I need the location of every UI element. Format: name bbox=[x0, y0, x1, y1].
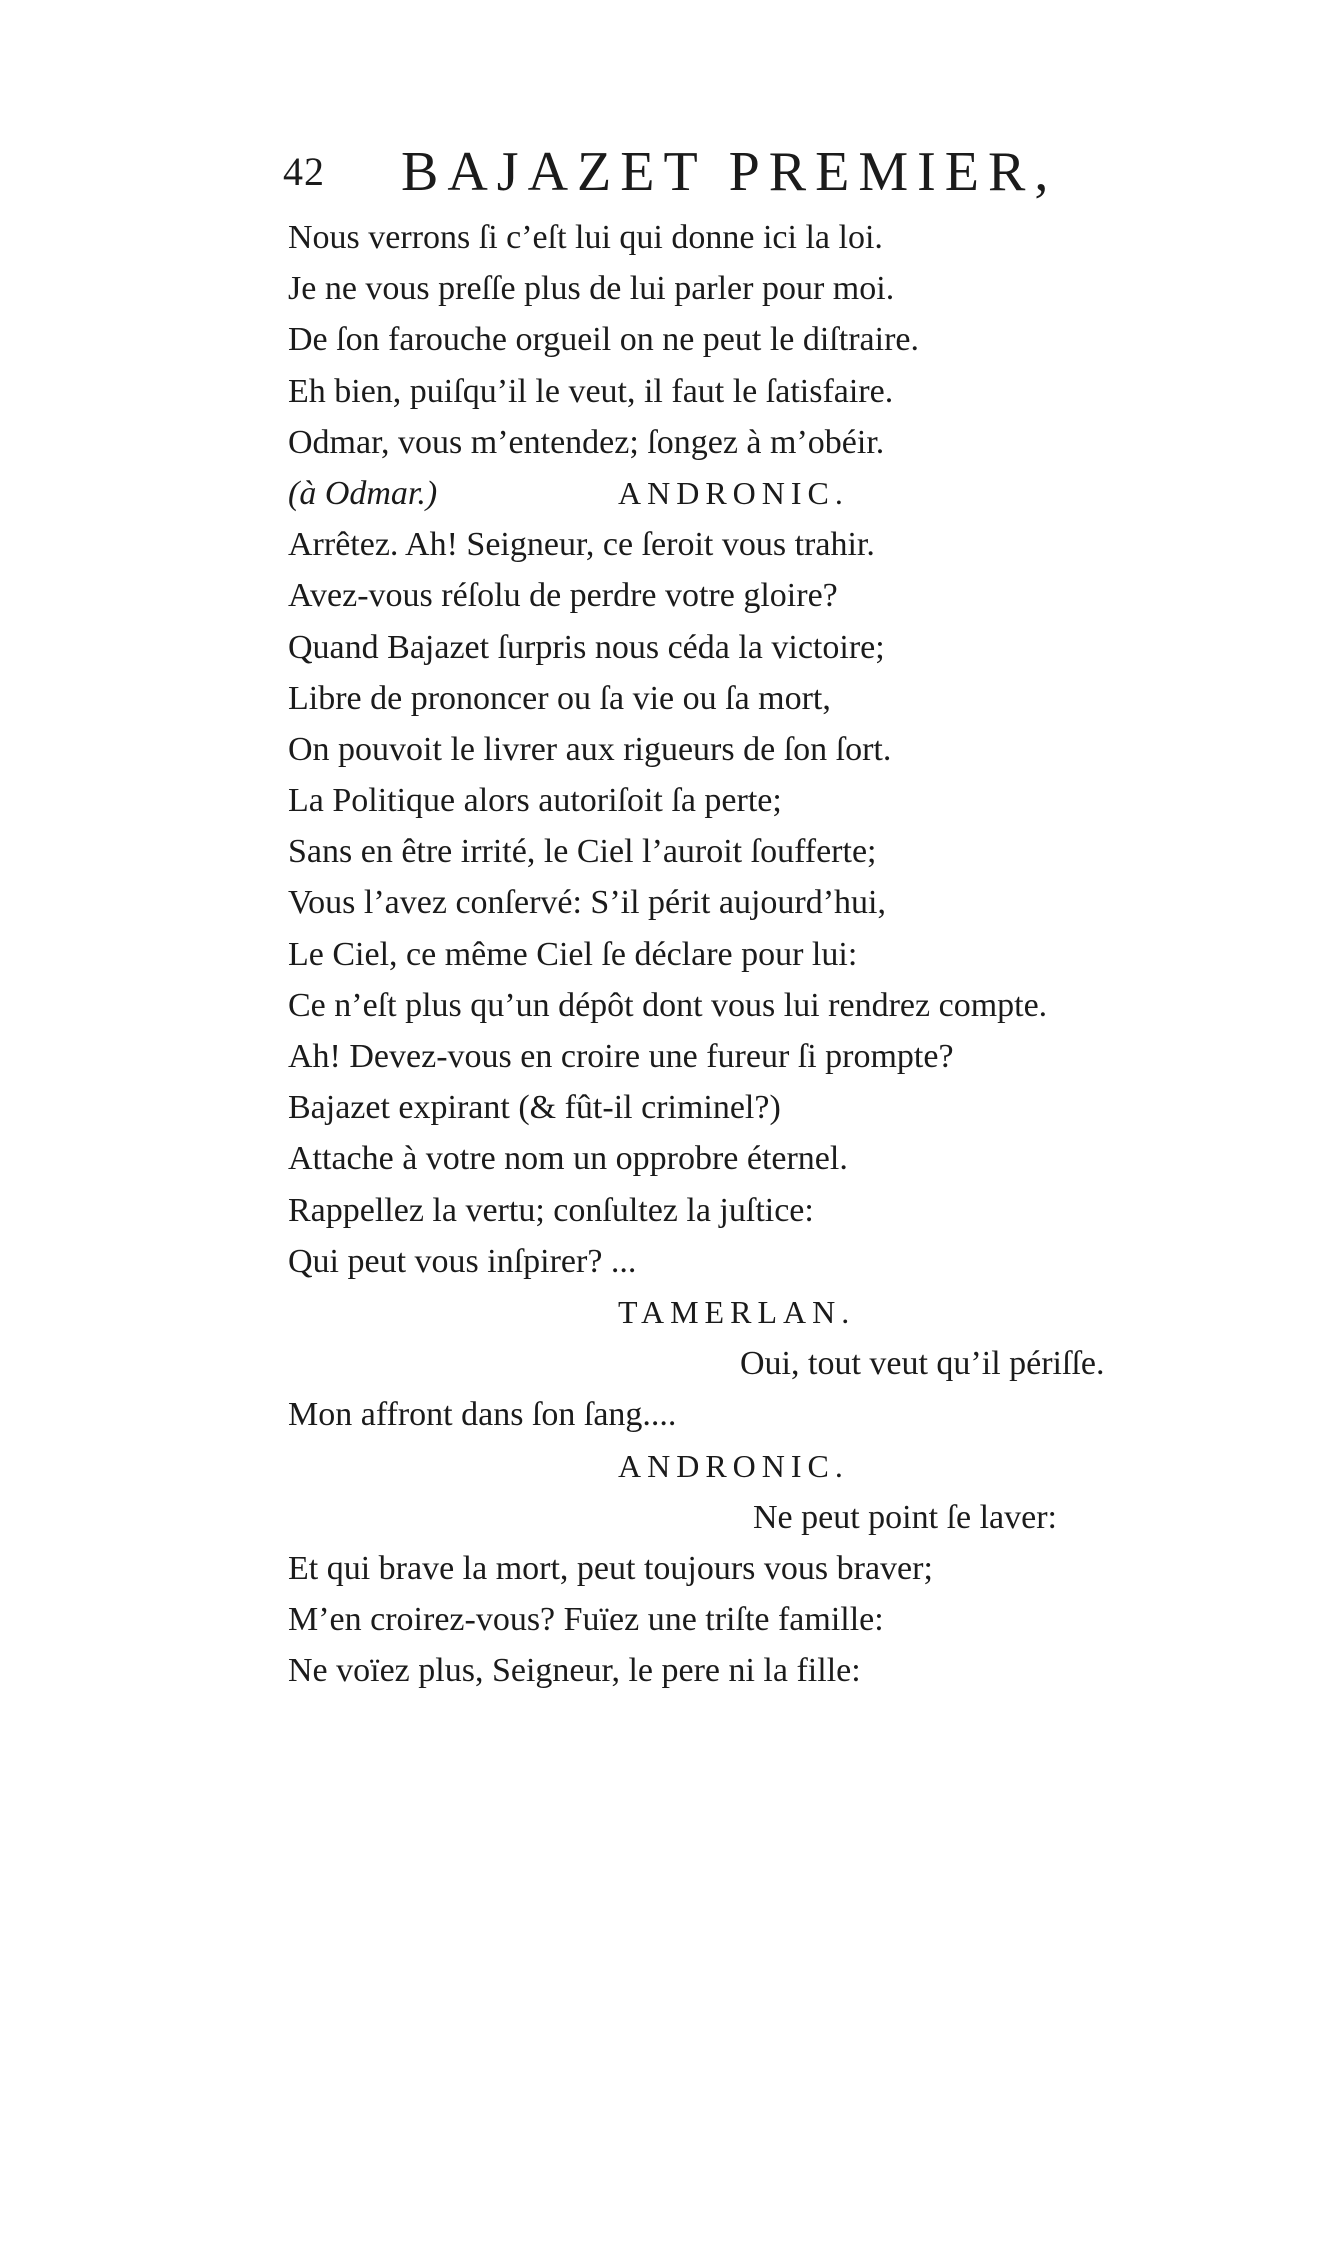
stage-direction: (à Odmar.) bbox=[288, 474, 438, 512]
verse-line: Libre de prononcer ou ſa vie ou ſa mort, bbox=[288, 679, 831, 717]
verse-line: Sans en être irrité, le Ciel l’auroit ſoufferte; bbox=[288, 833, 877, 871]
verse-line: Et qui brave la mort, peut toujours vous braver; bbox=[288, 1549, 933, 1587]
verse-line: Qui peut vous inſpirer? ... bbox=[288, 1242, 637, 1280]
verse-line: Rappellez la vertu; conſultez la juſtice: bbox=[288, 1191, 814, 1229]
verse-line-continuation: Ne peut point ſe laver: bbox=[753, 1498, 1058, 1536]
page-number: 42 bbox=[283, 149, 325, 194]
running-title: BAJAZET PREMIER, bbox=[401, 141, 1058, 203]
verse-line-continuation: Oui, tout veut qu’il périſſe. bbox=[740, 1345, 1105, 1383]
stage-direction-line bbox=[288, 468, 1218, 519]
verse-line: Avez-vous réſolu de perdre votre gloire? bbox=[288, 577, 838, 615]
verse-line: Je ne vous preſſe plus de lui parler pour moi. bbox=[288, 270, 895, 308]
verse-text bbox=[288, 212, 1218, 1696]
verse-line: M’en croirez-vous? Fuïez une triſte famille: bbox=[288, 1601, 884, 1639]
verse-line: Mon affront dans ſon ſang.... bbox=[288, 1396, 677, 1434]
verse-line: Attache à votre nom un opprobre éternel. bbox=[288, 1140, 848, 1178]
speaker-name: ANDRONIC. bbox=[618, 1447, 849, 1484]
verse-line: Odmar, vous m’entendez; ſongez à m’obéir. bbox=[288, 423, 885, 461]
verse-line: Arrêtez. Ah! Seigneur, ce ſeroit vous trahir. bbox=[288, 526, 875, 564]
verse-line: Ce n’eſt plus qu’un dépôt dont vous lui rendrez compte. bbox=[288, 986, 1048, 1024]
verse-line: Bajazet expirant (& fût-il criminel?) bbox=[288, 1089, 781, 1127]
verse-line: Quand Bajazet ſurpris nous céda la victoire; bbox=[288, 628, 885, 666]
speaker-name: ANDRONIC. bbox=[618, 474, 849, 511]
verse-line: Ne voïez plus, Seigneur, le pere ni la fille: bbox=[288, 1652, 861, 1690]
verse-line: La Politique alors autoriſoit ſa perte; bbox=[288, 782, 782, 820]
verse-line: Eh bien, puiſqu’il le veut, il faut le ſatisfaire. bbox=[288, 372, 894, 410]
verse-line: Le Ciel, ce même Ciel ſe déclare pour lui: bbox=[288, 935, 858, 973]
verse-line: De ſon farouche orgueil on ne peut le diſtraire. bbox=[288, 321, 919, 359]
verse-line: Ah! Devez-vous en croire une fureur ſi prompte? bbox=[288, 1038, 954, 1075]
verse-line: Vous l’avez conſervé: S’il périt aujourd’hui, bbox=[288, 884, 886, 922]
verse-line: On pouvoit le livrer aux rigueurs de ſon ſort. bbox=[288, 730, 892, 768]
page-header bbox=[283, 140, 1183, 210]
speaker-name: TAMERLAN. bbox=[618, 1293, 856, 1330]
verse-line: Nous verrons ſi c’eſt lui qui donne ici la loi. bbox=[288, 219, 883, 256]
